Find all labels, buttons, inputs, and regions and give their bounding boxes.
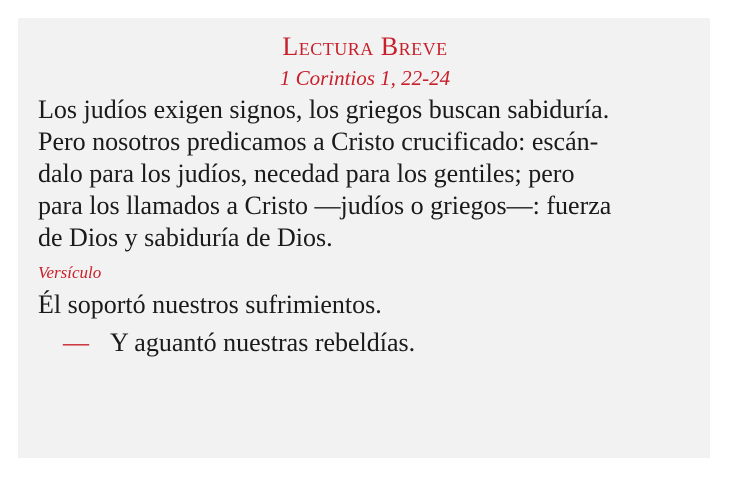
reading-heading: Lectura Breve xyxy=(282,32,448,61)
reading-line: dalo para los judíos, necedad para los gentiles; pero xyxy=(38,159,575,188)
reading-line: de Dios y sabiduría de Dios. xyxy=(38,223,333,252)
reading-line: para los llamados a Cristo —judíos o griegos—: fuerza xyxy=(38,191,612,220)
versicle-verse: Él soportó nuestros sufrimientos. xyxy=(38,290,382,319)
versicle-label: Versículo xyxy=(38,263,102,282)
scripture-reference: 1 Corintios 1, 22-24 xyxy=(279,66,451,90)
reading-panel xyxy=(18,18,710,458)
reading-line: Pero nosotros predicamos a Cristo crucificado: escán- xyxy=(38,127,599,156)
reading-text xyxy=(38,94,692,254)
versicle-response xyxy=(38,326,692,360)
reading-line: Los judíos exigen signos, los griegos buscan sabiduría. xyxy=(38,95,610,124)
response-dash-marker: — xyxy=(63,328,89,357)
response-text: Y aguantó nuestras rebeldías. xyxy=(110,328,416,357)
